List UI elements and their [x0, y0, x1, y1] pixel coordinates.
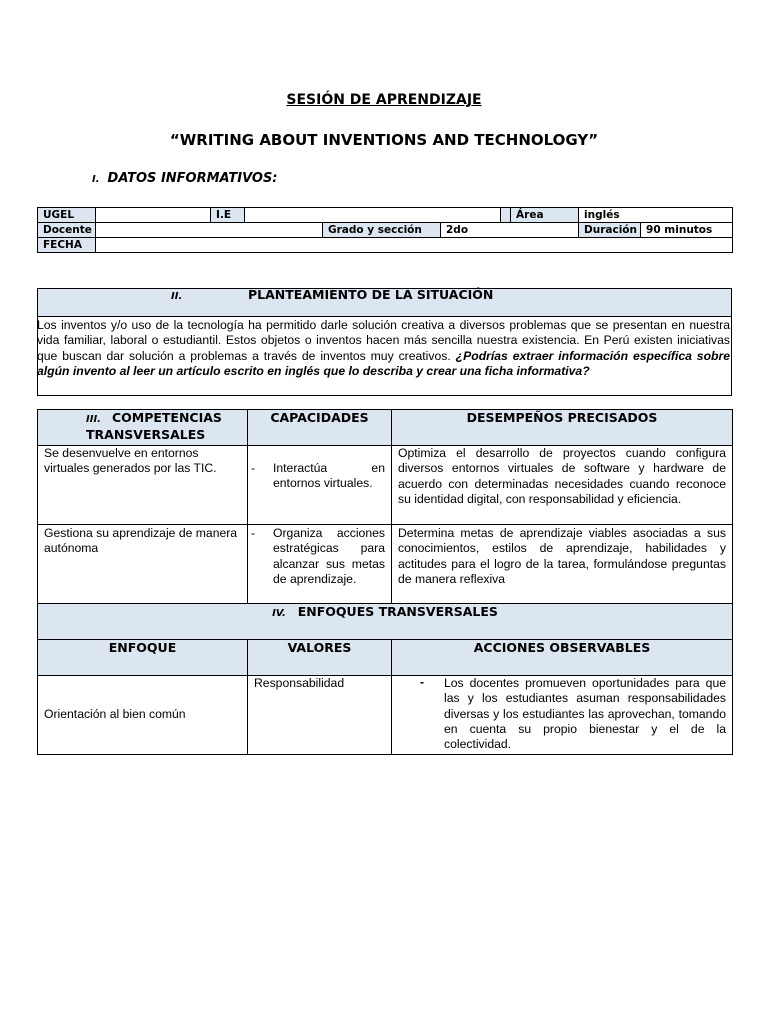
duracion-label: Duración — [579, 223, 641, 237]
enfoque-header: ENFOQUE — [38, 640, 248, 676]
enfoque-cell: Orientación al bien común — [38, 676, 248, 755]
datos-row — [38, 238, 733, 253]
desempenos-header: DESEMPEÑOS PRECISADOS — [392, 410, 733, 446]
ugel-label: UGEL — [38, 208, 96, 223]
bullet-dash: - — [251, 526, 256, 540]
acciones-header: ACCIONES OBSERVABLES — [392, 640, 733, 676]
grado-label: Grado y sección — [323, 223, 441, 238]
enfoques-title — [38, 604, 733, 640]
desempeno-cell: Optimiza el desarrollo de proyectos cuando configura diversos entornos virtuales de software y hardware de acuerdo con determinadas necesidades cuando reconoce su identidad digital, con responsabilidad y eficiencia. — [392, 446, 733, 525]
capacidad-text: Organiza acciones estratégicas para alcanzar sus metas de aprendizaje. — [273, 526, 385, 586]
situacion-question: ¿Podrías extraer información específica sobre algún invento al leer un artículo escrito en inglés que lo describa y crear una ficha informativa? — [37, 348, 730, 378]
capacidades-header: CAPACIDADES — [248, 410, 392, 446]
situacion-text — [37, 317, 731, 379]
table-row — [38, 446, 733, 525]
datos-row — [38, 223, 733, 238]
section-number: II. — [171, 291, 183, 302]
section-number: I. — [92, 174, 100, 185]
competencia-cell: Gestiona su aprendizaje de manera autónoma — [38, 525, 248, 604]
section-title: ENFOQUES TRANSVERSALES — [297, 604, 498, 619]
desempeno-cell: Determina metas de aprendizaje viables asociadas a sus conocimientos, estilos de aprendizaje, habilidades y actitudes para el logro de la tarea, formulándose preguntas de manera reflexiva — [392, 525, 733, 604]
duracion-cell — [579, 223, 733, 238]
ugel-value — [96, 208, 211, 223]
section-title: DATOS INFORMATIVOS: — [107, 171, 278, 186]
area-label-cell — [501, 208, 511, 223]
situacion-paragraph: Los inventos y/o uso de la tecnología ha permitido darle solución creativa a diversos problemas que se presentan en nuestra vida familiar, laboral o estudiantil. Estos objetos o inventos hacen más sencilla nuestra existencia. En Perú existen iniciativas que buscan dar solución a problemas a través de inventos muy creativos. — [37, 318, 730, 363]
capacidad-text: Interactúa en entornos virtuales. — [273, 461, 385, 491]
page-title: SESIÓN DE APRENDIZAJE — [286, 92, 482, 108]
accion-text: Los docentes promueven oportunidades para que las y los estudiantes asuman responsabilidades diversas y los estudiantes las aprovechan, tomando en cuenta su propio bienestar y el de la colectividad. — [444, 676, 726, 752]
area-value: inglés — [579, 208, 733, 223]
bullet-dash: - — [251, 461, 256, 475]
table-header-row — [38, 640, 733, 676]
competencias-header-label: COMPETENCIAS TRANSVERSALES — [86, 410, 222, 443]
competencia-cell: Se desenvuelve en entornos virtuales generados por las TIC. — [38, 446, 248, 525]
situacion-header — [38, 289, 731, 317]
docente-value — [96, 223, 323, 238]
table-header-row — [38, 410, 733, 446]
section-datos-heading — [92, 171, 278, 186]
section-number: III. — [86, 414, 101, 425]
table-row — [38, 525, 733, 604]
grado-value: 2do — [441, 223, 579, 238]
area-label: Área — [511, 208, 579, 223]
valor-cell: Responsabilidad — [248, 676, 392, 755]
ie-label: I.E — [211, 208, 245, 223]
table-row — [38, 676, 733, 755]
session-subtitle: “WRITING ABOUT INVENTIONS AND TECHNOLOGY” — [169, 131, 599, 149]
fecha-value — [96, 238, 733, 253]
ie-value — [245, 208, 501, 223]
fecha-label: FECHA — [38, 238, 96, 253]
enfoques-title-row — [38, 604, 733, 640]
competencias-header — [38, 410, 248, 446]
section-number: IV. — [272, 608, 286, 619]
bullet-dash: - — [420, 675, 425, 689]
section-title: PLANTEAMIENTO DE LA SITUACIÓN — [248, 287, 494, 302]
datos-row — [38, 208, 733, 223]
docente-label: Docente — [38, 223, 96, 238]
datos-table — [37, 207, 733, 253]
capacidad-cell — [248, 446, 392, 525]
valores-header: VALORES — [248, 640, 392, 676]
competencias-table — [37, 409, 733, 755]
situacion-box — [37, 288, 732, 396]
accion-cell — [392, 676, 733, 755]
duracion-value: 90 minutos — [646, 224, 713, 236]
capacidad-cell — [248, 525, 392, 604]
